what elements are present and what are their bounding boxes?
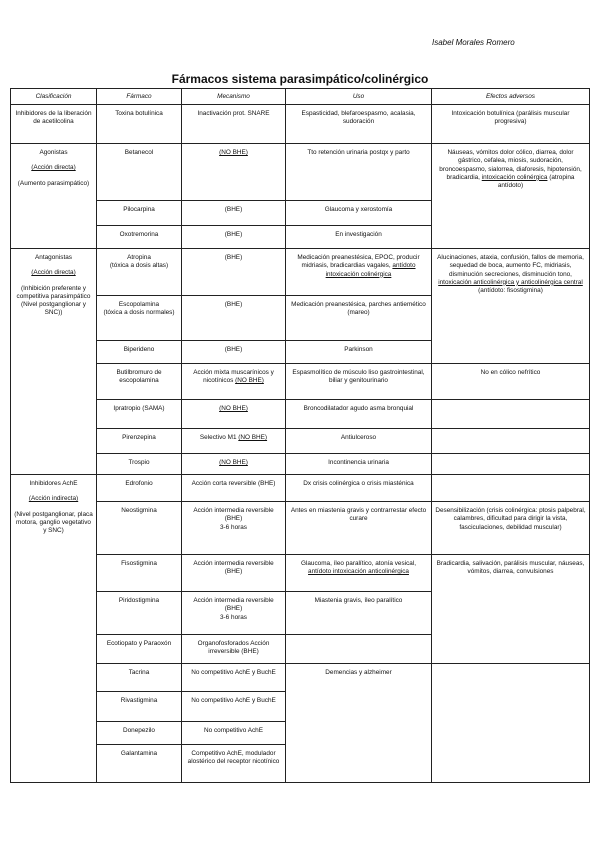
use-empty xyxy=(286,635,432,664)
use: Antes en miastenia gravis y contrarrestar efecto curare xyxy=(286,502,432,555)
mechanism xyxy=(182,364,286,400)
mechanism: Organofosforados Acción irreversible (BHE) xyxy=(182,635,286,664)
mechanism: No competitivo AchE y BuchE xyxy=(182,692,286,722)
mechanism: Competitivo AchE, modulador alostérico del receptor nicotínico xyxy=(182,745,286,783)
drug-name: Butilbromuro de escopolamina xyxy=(97,364,182,400)
table-row xyxy=(11,454,590,475)
drug-name: Trospio xyxy=(97,454,182,475)
effects-underlined: intoxicación anticolinérgica y anticolinérgica central xyxy=(438,278,583,286)
use-underlined: antídoto intoxicación colinérgica xyxy=(325,262,416,278)
drug-name: Toxina botulínica xyxy=(97,105,182,144)
adverse-effects-empty xyxy=(432,454,590,475)
table-row xyxy=(11,105,590,144)
mechanism xyxy=(182,429,286,454)
use-text: Glaucoma, íleo paralítico, atonía vesical, xyxy=(300,560,417,568)
adverse-effects-empty xyxy=(432,429,590,454)
group-inhibidores-ache xyxy=(11,475,97,783)
mechanism: (NO BHE) xyxy=(182,144,286,201)
drug-name-note: (tóxica a dosis normales) xyxy=(103,309,175,317)
group-action: (Acción indirecta) xyxy=(28,495,79,503)
drug-name: Edrofonio xyxy=(97,475,182,502)
drug-name: Piridostigmina xyxy=(97,592,182,635)
adverse-effects xyxy=(432,144,590,249)
table-row xyxy=(11,249,590,296)
use: Medicación preanestésica, parches antiemético (mareo) xyxy=(286,296,432,341)
use: Broncodilatador agudo asma bronquial xyxy=(286,400,432,429)
group-note: (Nivel postganglionar, placa motora, ganglio vegetativo y SNC) xyxy=(14,510,93,534)
use: Incontinencia urinaria xyxy=(286,454,432,475)
group-action: (Acción directa) xyxy=(31,269,76,277)
mechanism: (NO BHE) xyxy=(182,400,286,429)
use-text: Medicación preanestésica, EPOC, producir midriasis, bradicardias vagales, xyxy=(297,254,420,270)
adverse-effects-empty xyxy=(432,664,590,783)
use: Antiulceroso xyxy=(286,429,432,454)
effects-text: Alucinaciones, ataxia, confusión, fallos de memoria, sequedad de boca, aumento FC, midriasis, disminución secreciones, disminución tono, xyxy=(437,254,584,278)
mechanism-text: Acción intermedia reversible (BHE) xyxy=(193,597,274,613)
drug-name: Betanecol xyxy=(97,144,182,201)
mechanism-duration: 3-6 horas xyxy=(220,613,247,621)
table-row xyxy=(11,364,590,400)
use xyxy=(286,249,432,296)
header-efectos: Efectos adversos xyxy=(432,89,590,105)
group-label: Inhibidores AchE xyxy=(29,480,78,488)
mechanism: Acción corta reversible (BHE) xyxy=(182,475,286,502)
page-title: Fármacos sistema parasimpático/colinérgico xyxy=(171,72,429,86)
table-row xyxy=(11,475,590,502)
effects-text: (atropina antídoto) xyxy=(497,173,575,189)
mechanism: (BHE) xyxy=(182,341,286,364)
group-action: (Acción directa) xyxy=(31,164,76,172)
mechanism-text: Acción mixta muscarínicos y nicotínicos xyxy=(193,369,274,385)
group-note: (Aumento parasimpático) xyxy=(17,179,90,187)
adverse-effects: Bradicardia, salivación, parálisis muscular, náuseas, vómitos, diarrea, convulsiones xyxy=(432,555,590,664)
header-farmaco: Fármaco xyxy=(97,89,182,105)
header-clasificacion: Clasificación xyxy=(11,89,97,105)
mechanism-duration: 3-6 horas xyxy=(220,523,247,531)
mechanism-text: Acción intermedia reversible (BHE) xyxy=(193,507,274,523)
table-row xyxy=(11,429,590,454)
effects-text: (antídoto: fisostigmina) xyxy=(478,286,543,294)
group-label: Agonistas xyxy=(39,149,68,157)
table-row xyxy=(11,664,590,692)
author-name: Isabel Morales Romero xyxy=(432,38,515,47)
table-row xyxy=(11,144,590,201)
use: Demencias y alzheimer xyxy=(286,664,432,783)
drug-table xyxy=(10,88,590,783)
use: Tto retención urinaria postqx y parto xyxy=(286,144,432,201)
mechanism: No competitivo AchE y BuchE xyxy=(182,664,286,692)
mechanism-underlined: (NO BHE) xyxy=(235,377,264,385)
adverse-effects: Intoxicación botulínica (parálisis muscular progresiva) xyxy=(432,105,590,144)
drug-name: Pilocarpina xyxy=(97,201,182,226)
use: Glaucoma y xerostomía xyxy=(286,201,432,226)
adverse-effects: Desensibilización (crisis colinérgica: ptosis palpebral, calambres, dificultad para dirigir la vista, fasciculaciones, debilidad muscular) xyxy=(432,502,590,555)
drug-name: Biperideno xyxy=(97,341,182,364)
mechanism: No competitivo AchE xyxy=(182,722,286,745)
table-row xyxy=(11,400,590,429)
use: Dx crisis colinérgica o crisis miasténica xyxy=(286,475,432,502)
drug-name: Neostigmina xyxy=(97,502,182,555)
mechanism xyxy=(182,502,286,555)
group-label: Antagonistas xyxy=(35,254,72,262)
effects-underlined: intoxicación colinérgica xyxy=(481,173,548,181)
group-antagonistas xyxy=(11,249,97,475)
use: Espasmolítico de músculo liso gastrointestinal, biliar y genitourinario xyxy=(286,364,432,400)
group-note: (Inhibición preferente y competitiva parasimpático (Nivel postganglionar y SNC)) xyxy=(16,284,91,317)
drug-name: Tacrina xyxy=(97,664,182,692)
drug-name: Rivastigmina xyxy=(97,692,182,722)
adverse-effects xyxy=(432,249,590,364)
table-row xyxy=(11,502,590,555)
mechanism: (BHE) xyxy=(182,226,286,249)
drug-name: Fisostigmina xyxy=(97,555,182,592)
adverse-effects-empty xyxy=(432,475,590,502)
effects-text: Náuseas, vómitos dolor cólico, diarrea, dolor gástrico, cefalea, miosis, sudoración, broncoespasmo, sialorrea, diaforesis, hipotensión, bradicardia, xyxy=(439,149,582,181)
group-inhibidores-acetilcolina: Inhibidores de la liberación de acetilcolina xyxy=(11,105,97,144)
use: Parkinson xyxy=(286,341,432,364)
mechanism: Inactivación prot. SNARE xyxy=(182,105,286,144)
mechanism: (NO BHE) xyxy=(182,454,286,475)
mechanism xyxy=(182,592,286,635)
use: Miastenia gravis, íleo paralítico xyxy=(286,592,432,635)
drug-name-note: (tóxica a dosis altas) xyxy=(109,262,169,270)
drug-name xyxy=(97,296,182,341)
drug-name-main: Atropina xyxy=(127,254,151,262)
adverse-effects: No en cólico nefrítico xyxy=(432,364,590,400)
header-mecanismo: Mecanismo xyxy=(182,89,286,105)
table-row xyxy=(11,555,590,592)
drug-name: Ipratropio (SAMA) xyxy=(97,400,182,429)
mechanism: (BHE) xyxy=(182,201,286,226)
mechanism: (BHE) xyxy=(182,296,286,341)
mechanism: Acción intermedia reversible (BHE) xyxy=(182,555,286,592)
use: Espasticidad, blefaroespasmo, acalasia, sudoración xyxy=(286,105,432,144)
drug-name: Galantamina xyxy=(97,745,182,783)
mechanism-text: Selectivo M1 xyxy=(199,434,239,442)
use xyxy=(286,555,432,592)
drug-name: Pirenzepina xyxy=(97,429,182,454)
drug-name: Ecotiopato y Paraoxón xyxy=(97,635,182,664)
use-underlined: antídoto intoxicación anticolinérgica xyxy=(308,568,409,576)
drug-name xyxy=(97,249,182,296)
mechanism-underlined: (NO BHE) xyxy=(238,434,268,442)
group-agonistas xyxy=(11,144,97,249)
drug-name: Donepezilo xyxy=(97,722,182,745)
use: En investigación xyxy=(286,226,432,249)
header-uso: Uso xyxy=(286,89,432,105)
adverse-effects-empty xyxy=(432,400,590,429)
drug-name: Oxotremorina xyxy=(97,226,182,249)
drug-name-main: Escopolamina xyxy=(118,301,160,309)
table-header-row xyxy=(11,89,590,105)
mechanism: (BHE) xyxy=(182,249,286,296)
